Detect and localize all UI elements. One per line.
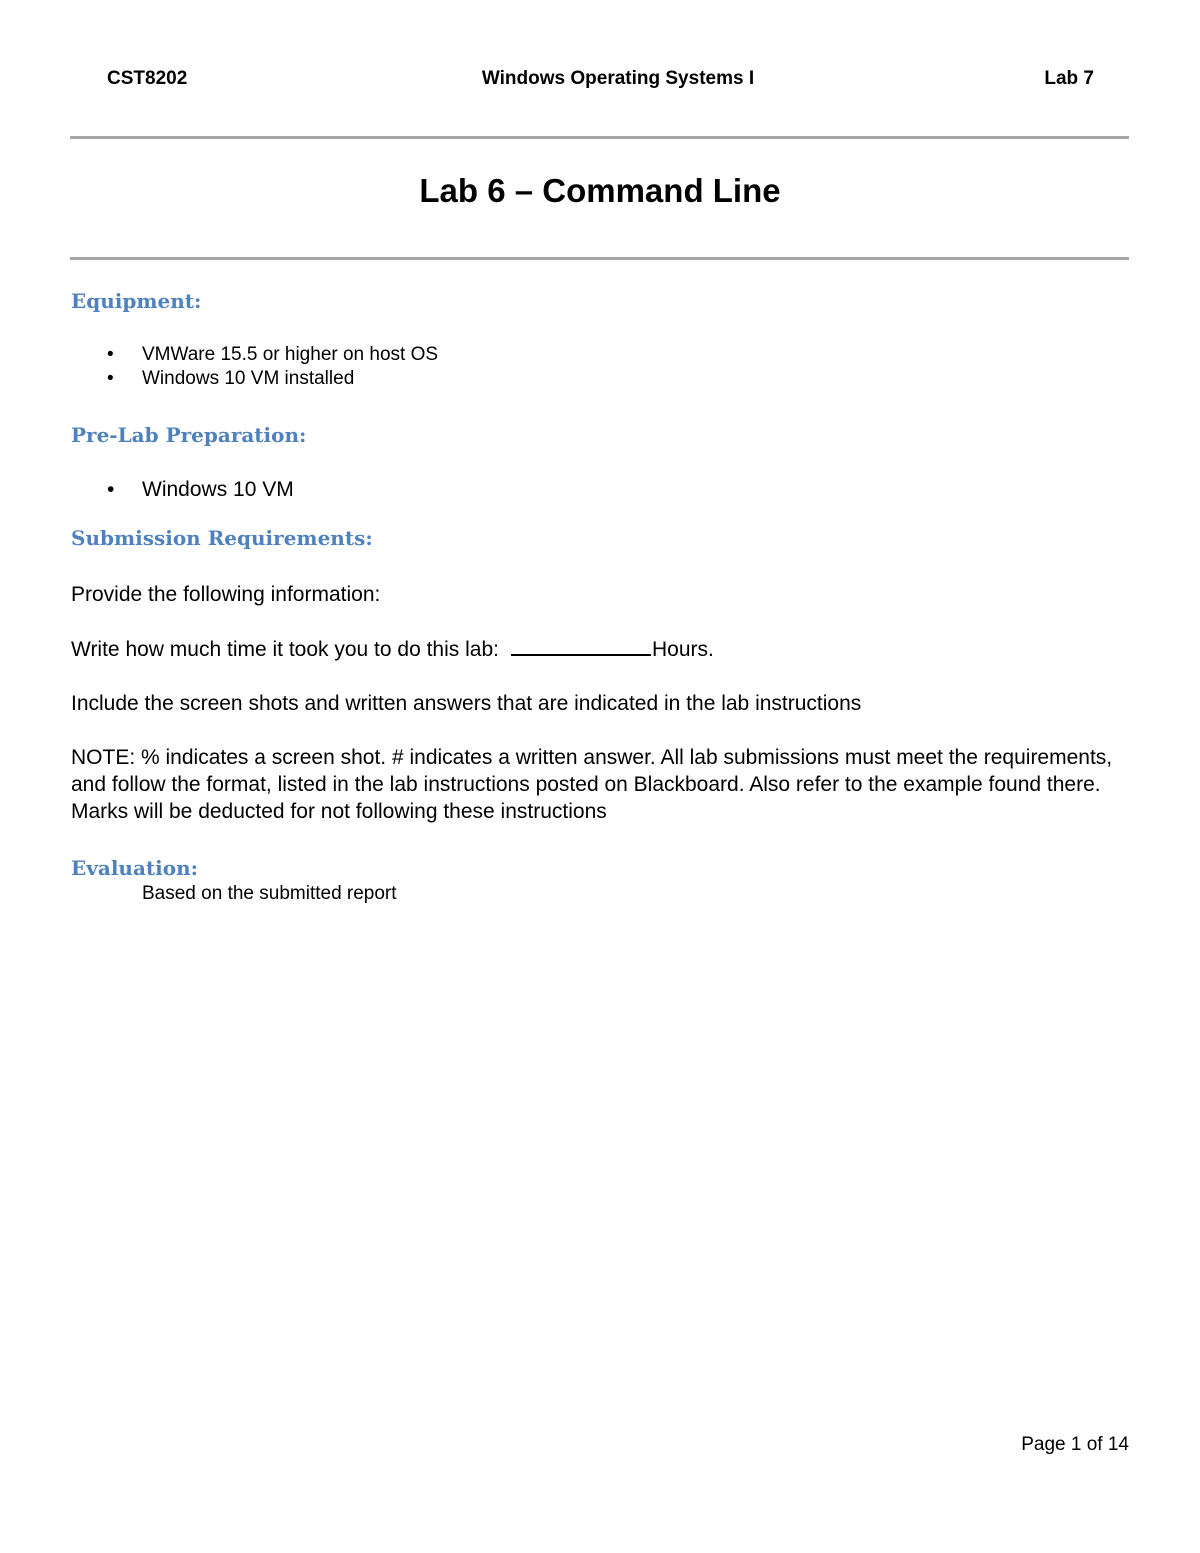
bullet-icon: • — [107, 368, 114, 389]
equipment-item: VMWare 15.5 or higher on host OS — [142, 344, 439, 365]
list-item — [107, 477, 294, 503]
include-text: Include the screen shots and written answers that are indicated in the lab instructions — [71, 692, 862, 715]
header-course-title: Windows Operating Systems I — [481, 68, 755, 89]
submission-heading: Submission Requirements: — [71, 526, 373, 550]
list-item — [107, 367, 438, 391]
time-spent-line — [71, 636, 1131, 663]
list-item — [107, 343, 438, 367]
equipment-list — [107, 343, 438, 391]
note-text: NOTE: % indicates a screen shot. # indicates a written answer. All lab submissions must meet the requirements, and follow the format, listed in the lab instructions posted on Blackboard. Also refer to the example found there. Marks will be deducted for not following these instructions — [71, 746, 1113, 823]
prelab-heading: Pre-Lab Preparation: — [71, 423, 307, 447]
hours-blank — [511, 636, 651, 656]
page-header — [0, 68, 1200, 98]
header-lab-number: Lab 7 — [1044, 68, 1094, 89]
header-course-code: CST8202 — [107, 68, 188, 89]
provide-text: Provide the following information: — [71, 583, 381, 606]
equipment-item: Windows 10 VM installed — [142, 368, 355, 389]
time-prefix: Write how much time it took you to do this lab: — [71, 638, 499, 661]
prelab-item: Windows 10 VM — [142, 478, 294, 501]
equipment-heading: Equipment: — [71, 289, 202, 313]
evaluation-text: Based on the submitted report — [142, 883, 397, 904]
time-suffix: Hours. — [651, 638, 714, 661]
bullet-icon: • — [107, 344, 114, 365]
prelab-list — [107, 477, 294, 503]
evaluation-heading: Evaluation: — [71, 856, 199, 880]
bullet-icon: • — [107, 478, 115, 501]
page-number: Page 1 of 14 — [1021, 1434, 1129, 1455]
title-divider — [70, 257, 1129, 260]
top-divider — [70, 136, 1129, 139]
page-title: Lab 6 – Command Line — [419, 172, 781, 209]
